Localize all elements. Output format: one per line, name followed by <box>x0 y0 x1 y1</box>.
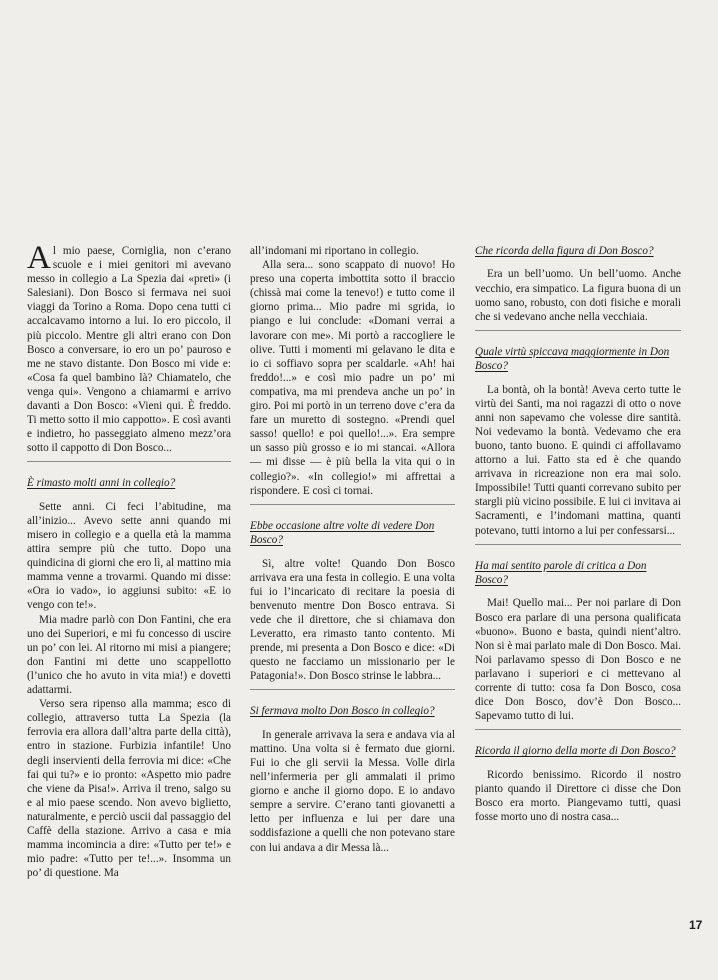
answer-paragraph: Mia madre parlò con Don Fantini, che era uno dei Superiori, e mi fu concesso di uscire un po’ con lei. Al ritorno mi misi a piangere; don Fantini mi dette uno scappellotto (l’unico che ho avuto in vita mia!) e dovetti adattarmi. <box>27 613 231 697</box>
text-column-1 <box>27 240 231 880</box>
question-heading: Quale virtù spiccava maggiormente in Don Bosco? <box>475 345 670 373</box>
intro-text: l mio paese, Corniglia, non c’erano scuole e i miei genitori mi avevano messo in collegio a La Spezia dai «preti» (i Salesiani). Don Bosco si fermava nei suoi viaggi da Torino a Roma. Dopo cena tutti ci accalcavamo intorno a lui. Io ero piccolo, il più piccolo. Mentre gli altri erano con Don Bosco a conversare, io ero un po’ pauroso e me ne stavo distante. Don Bosco mi vide e: «Cosa fa quel bambino là? Chiamatelo, che venga qui». Vengono a chiamarmi e arrivo davanti a Don Bosco: «Vieni qui. È freddo. Ti metto sotto il mio cappotto». E così avanti e indietro, ho passeggiato almeno mezz’ora sotto il cappotto di Don Bosco... <box>27 245 231 455</box>
answer-paragraph: Mai! Quello mai... Per noi parlare di Don Bosco era parlare di una persona qualificata «buono». Buono e basta, quindi nient’altro. Non si è mai parlato male di Don Bosco. Mai. Noi parlavamo spesso di Don Bosco e ne parlavano i superiori e ci mettevano al corrente di tutto: cosa fa Don Bosco, cosa dice Don Bosco, dov’è Don Bosco... Sapevamo tutto di lui. <box>475 597 681 723</box>
section-divider <box>250 504 455 505</box>
continued-paragraph: all’indomani mi riportano in collegio. <box>250 245 419 257</box>
text-column-2 <box>250 244 455 855</box>
section-divider <box>475 729 681 730</box>
answer-paragraph: Ricordo benissimo. Ricordo il nostro pianto quando il Direttore ci disse che Don Bosco era morto. Piangevamo tutti, quasi fosse morto uno di nostra casa... <box>475 768 681 823</box>
section-divider <box>27 461 231 462</box>
answer-paragraph: Sette anni. Ci feci l’abitudine, ma all’inizio... Avevo sette anni quando mi misero in collegio e a quella età la mamma attira sempre più che tutto. Dopo una quindicina di giorni che ero lì, al mattino mia mamma venne a trovarmi. Quando mi disse: «Ora io vado», io aggiunsi subito: «E io vengo con te!». <box>27 500 231 612</box>
intro-paragraph <box>27 240 231 455</box>
section-divider <box>475 544 681 545</box>
section-divider <box>475 330 681 331</box>
question-heading: È rimasto molti anni in collegio? <box>27 477 176 490</box>
answer-paragraph: Sì, altre volte! Quando Don Bosco arrivava era una festa in collegio. E una volta fui io l’incaricato di recitare la poesia di benvenuto mentre Don Bosco entrava. Si vede che il direttore, che si chiamava don Leveratto, era rimasto tanto contento. Mi prende, mi presenta a Don Bosco e dice: «Di questo ne facciamo un missionario per le Patagonia!». Don Bosco strinse le labbra... <box>250 557 455 683</box>
answer-paragraph: Verso sera ripenso alla mamma; esco di collegio, attraverso tutta La Spezia (la ferrovia era allora dall’altra parte della città), entro in stazione. Furbizia infantile! Uno degli inservienti della ferrovia mi dice: «Che fai qui tu?» e io pronto: «Aspetto mio padre che viene da Pisa!». Arriva il treno, salgo su e al mio paese scendo. Non avevo biglietto, naturalmente, e perciò uscii dal passaggio del Caffè della stazione. Arrivo a casa e mia mamma incomincia a dire: «Tutto per te!» e mio padre: «Tutto per te!...». Insomma un po’ di questione. Ma <box>27 698 231 880</box>
text-column-3 <box>475 244 681 824</box>
page-number: 17 <box>689 918 703 932</box>
question-heading: Ebbe occasione altre volte di vedere Don Bosco? <box>250 519 435 547</box>
answer-paragraph: La bontà, oh la bontà! Aveva certo tutte le virtù dei Santi, ma noi ragazzi di otto o nove anni non sapevamo che volesse dire santità. Noi vedevamo la bontà. Vedevamo che era buono, tanto buono. E quindi ci affollavamo attorno a lui. Fatto sta ed è che quando arrivava in ricreazione non era mai solo. Impossibile! Tutti quanti correvano subito per stargli più vicino possibile. E lui ci invitava ai Sacramenti, e l’indomani mattina, quanti potevano, tutti intorno a lui per confessarsi... <box>475 383 681 537</box>
drop-cap: A <box>27 240 51 276</box>
question-heading: Che ricorda della figura di Don Bosco? <box>475 245 654 257</box>
question-heading: Si fermava molto Don Bosco in collegio? <box>250 705 435 718</box>
answer-paragraph: In generale arrivava la sera e andava via al mattino. Una volta si è fermato due giorni. Fui io che gli servii la Messa. Volle dirla nell’infermeria per gli ammalati il primo giorno e anche il giorno dopo. E io andavo sempre a servire. C’erano tanti giovanetti a letto per influenza e lui per dare una soddisfazione a quelli che non potevano stare con lui andava a dir Messa là... <box>250 728 455 854</box>
answer-paragraph: Era un bell’uomo. Un bell’uomo. Anche vecchio, era simpatico. La figura buona di un uomo sano, robusto, con doti fisiche e morali che si vedevano anche nella vecchiaia. <box>475 268 681 323</box>
question-heading: Ha mai sentito parole di critica a Don Bosco? <box>475 559 647 587</box>
question-heading: Ricorda il giorno della morte di Don Bosco? <box>475 745 676 758</box>
section-divider <box>250 689 455 690</box>
answer-paragraph: Alla sera... sono scappato di nuovo! Ho preso una coperta imbottita sotto il braccio (chissà mai come la tenevo!) e tutto come il giorno prima... Mio padre mi sgrida, io piango e lui conclude: «Domani verrai a lavorare con me». Mi portò a raccogliere le olive. Tutti i momenti mi gelavano le dita e io ci soffiavo sopra per scaldarle. «Ah! hai freddo!...» e così mio padre un po’ mi compativa, ma mi prendeva anche un po’ in giro. Poi mi portò in un terreno dove c’era da fare un muretto di sostegno. «Prendi quel sasso! quello! e poi quello!...». Era sempre un sasso più grosso e io mi stancai. «Allora — mi disse — è più bella la vita qui o in collegio?». «In collegio!» mi affrettai a rispondere. E così ci tornai. <box>250 259 455 497</box>
